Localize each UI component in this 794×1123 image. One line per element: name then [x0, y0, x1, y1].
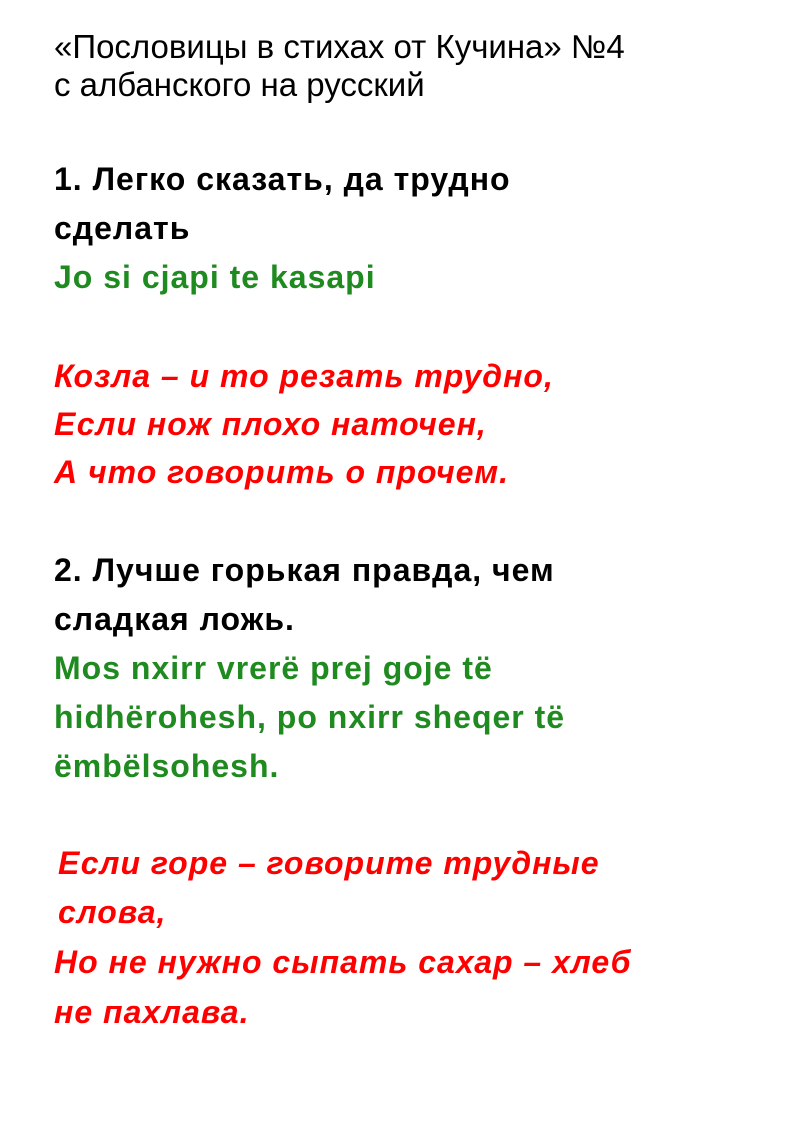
- proverb-2-albanian-line-2: hidhërohesh, po nxirr sheqer të: [54, 699, 566, 735]
- proverb-2-albanian-line-3: ëmbëlsohesh.: [54, 748, 280, 784]
- proverb-1-heading-line-2: сделать: [54, 210, 191, 246]
- proverb-2-heading-line-2: сладкая ложь.: [54, 601, 295, 637]
- proverb-1-verse-line-2: Если нож плохо наточен,: [54, 406, 487, 442]
- proverb-1-verse-line-1: Козла – и то резать трудно,: [54, 358, 554, 394]
- title-line-2: с албанского на русский: [54, 66, 425, 103]
- proverb-2-verse-line-2: слова,: [58, 894, 167, 930]
- proverb-2-albanian-line-1: Mos nxirr vrerë prej goje të: [54, 650, 493, 686]
- proverb-2-verse-line-4: не пахлава.: [54, 994, 250, 1030]
- title-line-1: «Пословицы в стихах от Кучина» №4: [54, 28, 625, 65]
- proverb-1-heading-line-1: 1. Легко сказать, да трудно: [54, 161, 511, 197]
- proverb-2-verse-line-3: Но не нужно сыпать сахар – хлеб: [54, 944, 632, 980]
- proverb-1-verse-line-3: А что говорить о прочем.: [54, 454, 509, 490]
- proverb-1-albanian-line-1: Jo si cjapi te kasapi: [54, 259, 376, 295]
- proverb-2-verse-line-1: Если горе – говорите трудные: [58, 845, 600, 881]
- proverb-2-heading-line-1: 2. Лучше горькая правда, чем: [54, 552, 555, 588]
